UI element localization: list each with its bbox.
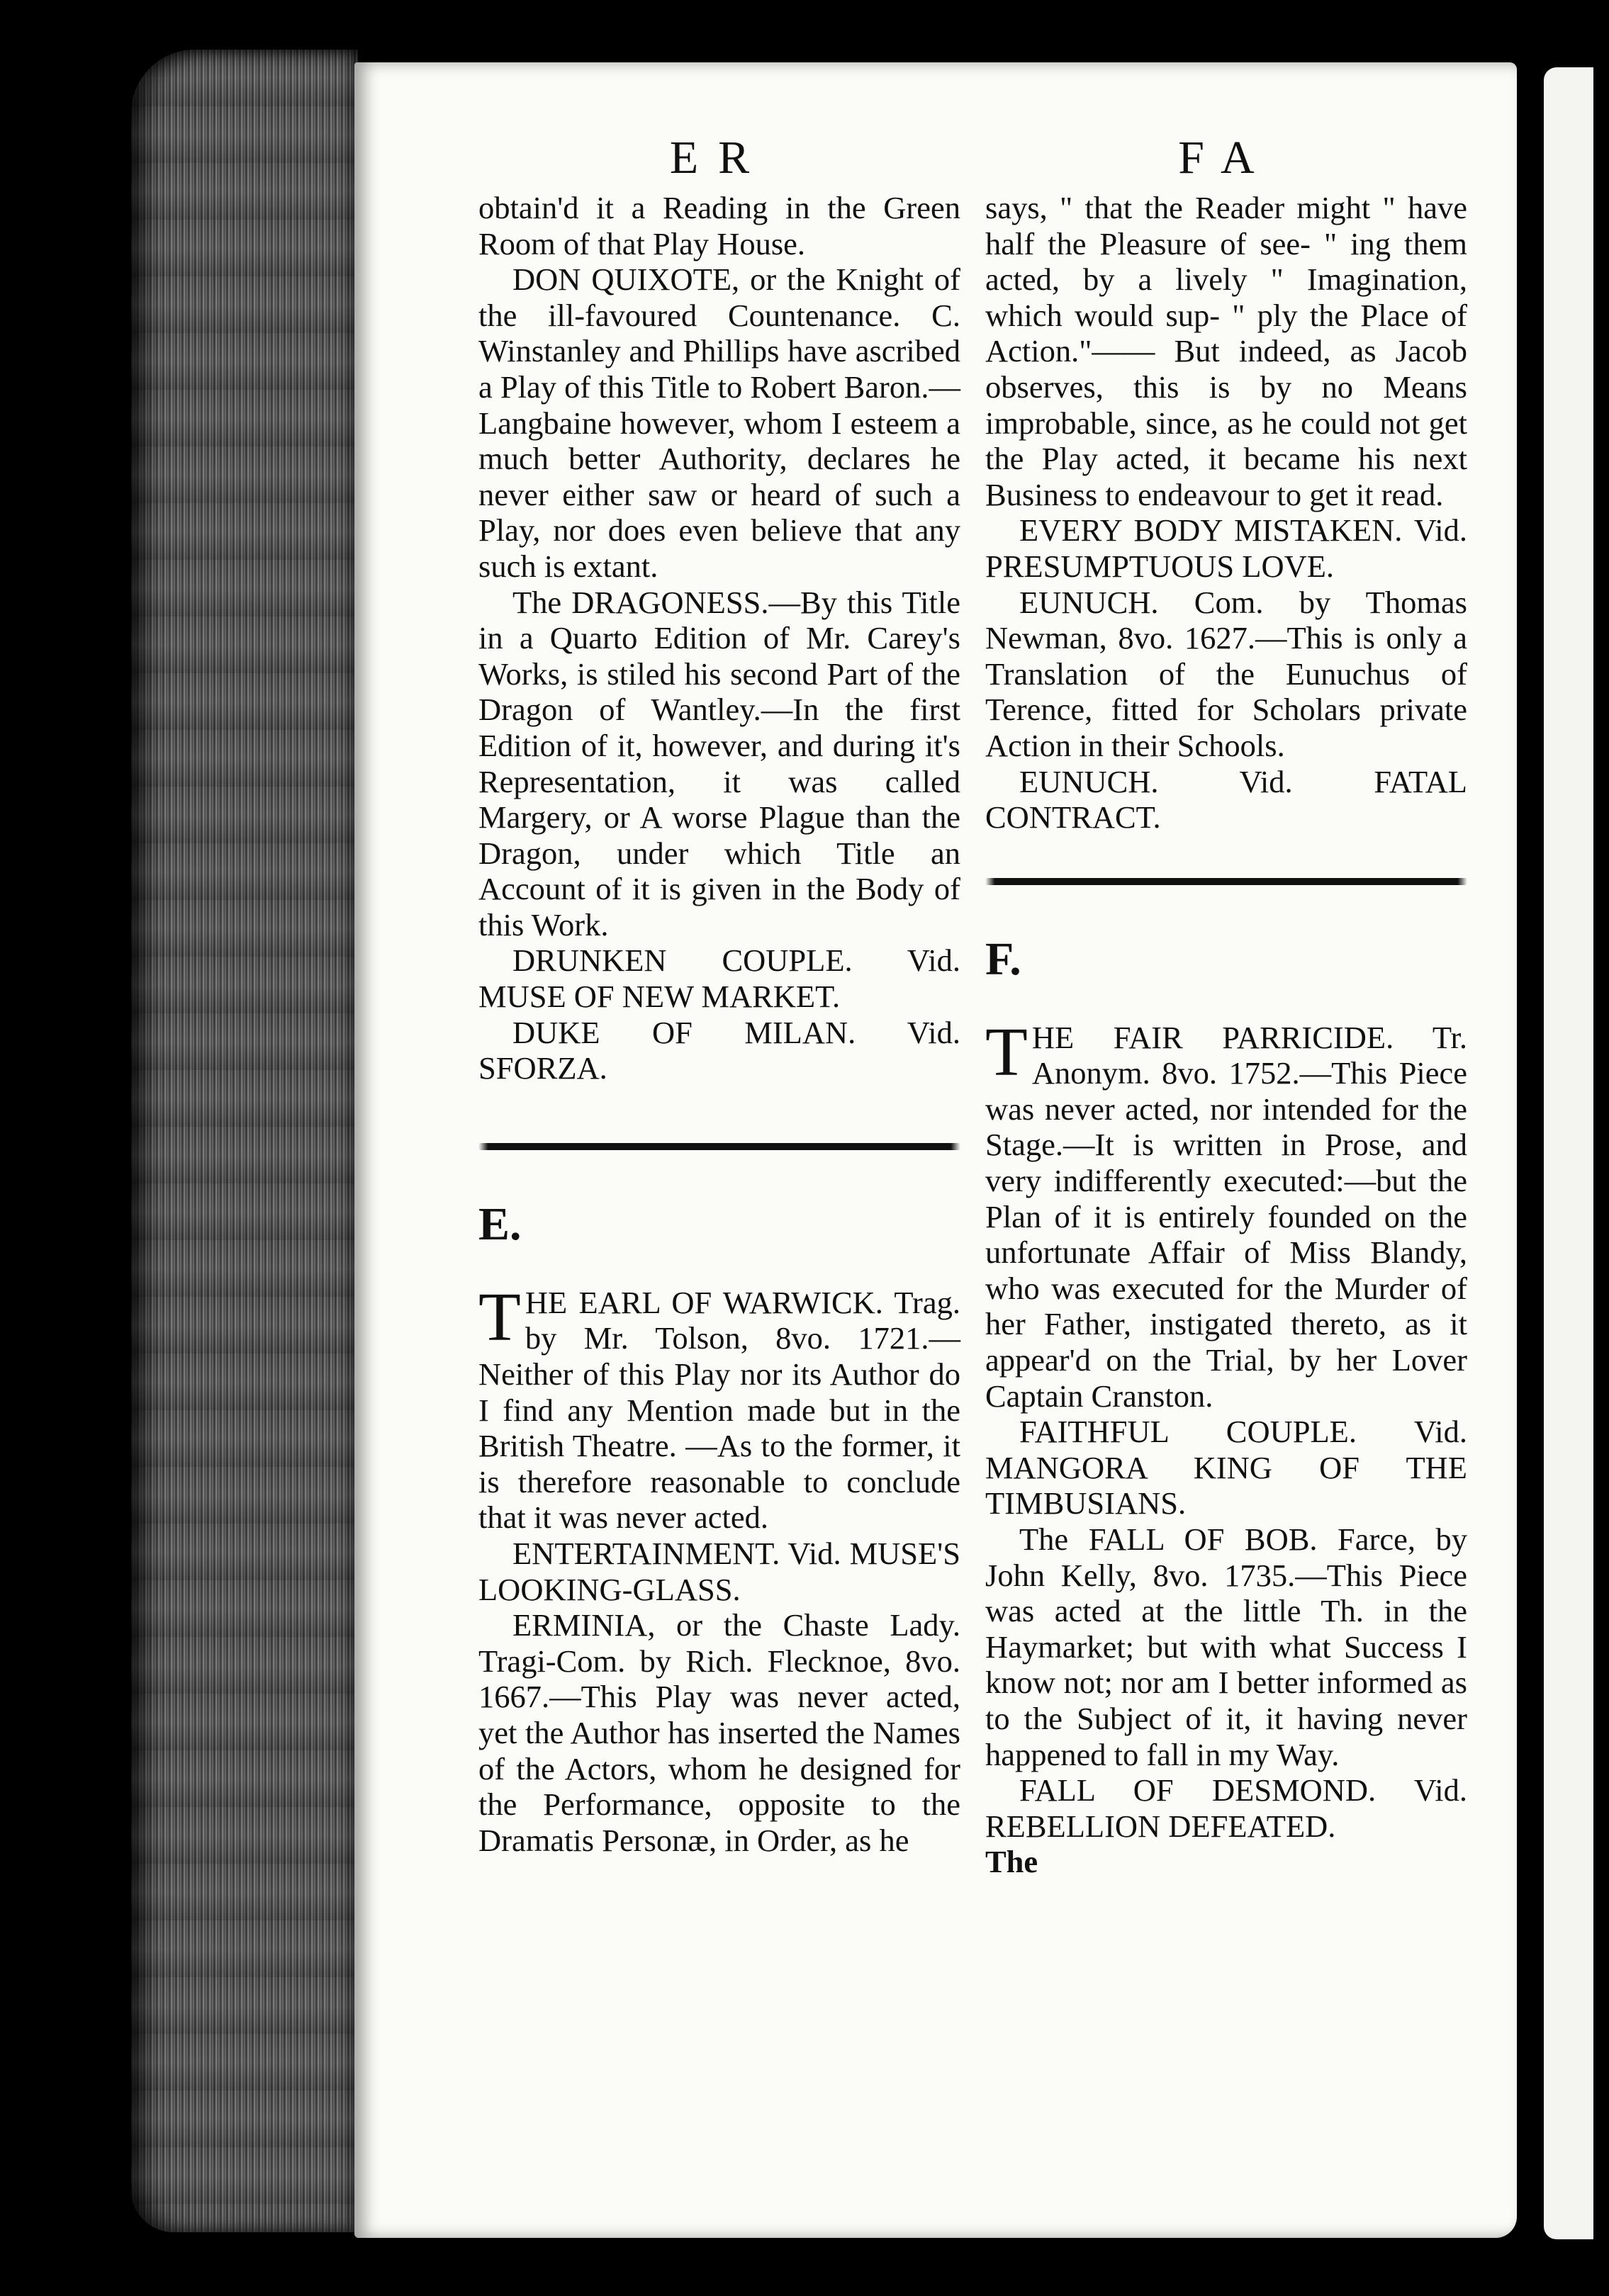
book-page (354, 62, 1517, 2238)
entry-eunuch-vid: EUNUCH. Vid. FATAL CONTRACT. (985, 763, 1467, 835)
entry-fall-of-desmond: FALL OF DESMOND. Vid. REBELLION DEFEATED. (985, 1772, 1467, 1844)
running-head-left-text: ER (669, 132, 770, 184)
entry-eunuch-newman: EUNUCH. Com. by Thomas Newman, 8vo. 1627.—This is only a Translation of the Eunuchus of Terence, fitted for Scholars private Action in their Schools. (985, 584, 1467, 763)
left-column (478, 190, 960, 1858)
entry-earl-of-warwick (478, 1278, 960, 1536)
section-letter-e: E. (478, 1198, 522, 1250)
section-letter-f: F. (985, 933, 1021, 985)
entry-drunken-couple: DRUNKEN COUPLE. Vid. MUSE OF NEW MARKET. (478, 942, 960, 1015)
entry-duke-of-milan: DUKE OF MILAN. Vid. SFORZA. (478, 1014, 960, 1086)
entry-faithful-couple: FAITHFUL COUPLE. Vid. MANGORA KING OF THE TIMBUSIANS. (985, 1414, 1467, 1521)
entry-fair-parricide-text: HE FAIR PARRICIDE. Tr. Anonym. 8vo. 1752.—This Piece was never acted, nor intended for the Stage.—It is written in Prose, and very indifferently executed:—but the Plan of it is entirely founded on the unfortunate Affair of Miss Blandy, who was executed for the Murder of her Father, instigated thereto, as it appear'd on the Trial, by her Lover Captain Cranston. (985, 1019, 1467, 1414)
section-rule (985, 878, 1467, 885)
drop-cap: T (985, 1013, 1028, 1091)
book-page-edges (131, 50, 358, 2232)
running-head-left (478, 133, 960, 183)
entry-continuation-quote: says, " that the Reader might " have half the Pleasure of see- " ing them acted, by a lively " Imagination, which would sup- " ply the Place of Action."—— But indeed, as Jacob observes, this is by no Means improbable, since, as he could not get the Play acted, it became his next Business to endeavour to get it read. (985, 190, 1467, 512)
drop-cap: T (478, 1278, 521, 1356)
running-head-right (985, 133, 1467, 183)
entry-fair-parricide (985, 1013, 1467, 1414)
entry-earl-of-warwick-text: HE EARL OF WARWICK. Trag. by Mr. Tolson, 8vo. 1721.—Neither of this Play nor its Author do I find any Mention made but in the British Theatre. —As to the former, it is therefore reasonable to conclude that it was never acted. (478, 1284, 960, 1536)
running-head-right-text: FA (1178, 132, 1274, 184)
entry-dragoness: The DRAGONESS.—By this Title in a Quarto Edition of Mr. Carey's Works, is stiled his second Part of the Dragon of Wantley.—In the first Edition of it, however, and during it's Representation, it was called Margery, or A worse Plague than the Dragon, under which Title an Account of it is given in the Body of this Work. (478, 584, 960, 942)
right-column (985, 190, 1467, 1880)
catchword: The (985, 1844, 1038, 1880)
entry-every-body-mistaken: EVERY BODY MISTAKEN. Vid. PRESUMPTUOUS LOVE. (985, 512, 1467, 584)
next-page-edge (1544, 67, 1593, 2239)
entry-entertainment: ENTERTAINMENT. Vid. MUSE'S LOOKING-GLASS. (478, 1536, 960, 1607)
entry-don-quixote: DON QUIXOTE, or the Knight of the ill-favoured Countenance. C. Winstanley and Phillips have ascribed a Play of this Title to Robert Baron.—Langbaine however, whom I esteem a much better Authority, declares he never either saw or heard of such a Play, nor does even believe that any such is extant. (478, 261, 960, 584)
section-rule (478, 1143, 960, 1150)
entry-continuation: obtain'd it a Reading in the Green Room of that Play House. (478, 190, 960, 261)
entry-erminia: ERMINIA, or the Chaste Lady. Tragi-Com. by Rich. Flecknoe, 8vo. 1667.—This Play was never acted, yet the Author has inserted the Names of the Actors, whom he designed for the Performance, opposite to the Dramatis Personæ, in Order, as he (478, 1607, 960, 1858)
entry-fall-of-bob: The FALL OF BOB. Farce, by John Kelly, 8vo. 1735.—This Piece was acted at the little Th. in the Haymarket; but with what Success I know not; nor am I better informed as to the Subject of it, it having never happened to fall in my Way. (985, 1521, 1467, 1772)
